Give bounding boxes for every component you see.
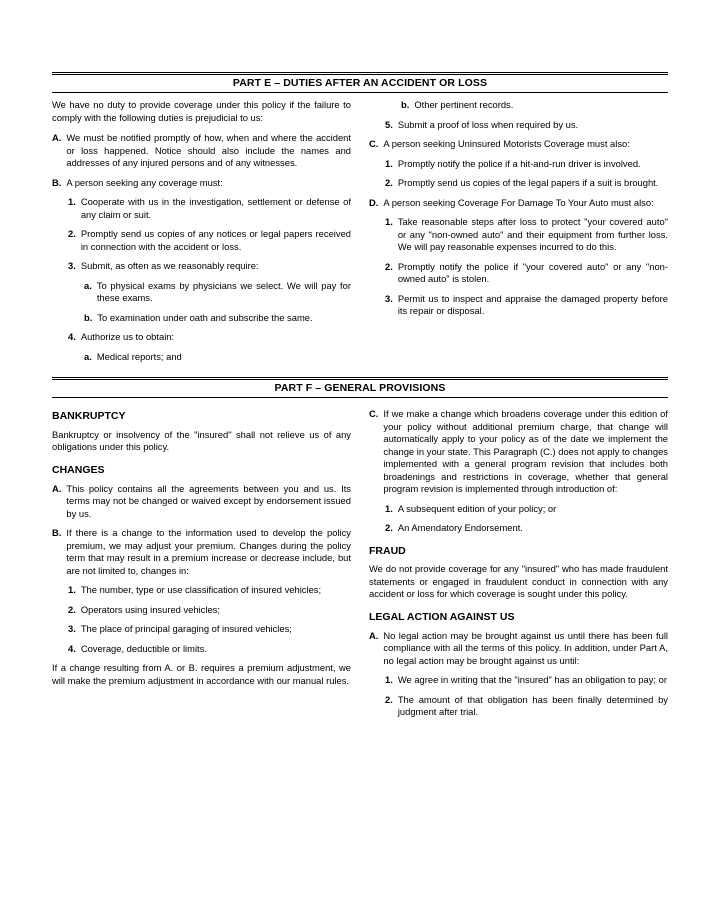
list-text: If there is a change to the information used to develop the policy premium, we may adjust your premium. Changes during the policy term that may result in a premium increase or decrease include, but are not limited to, changes in: <box>66 527 351 576</box>
part-e-right-column <box>369 99 668 370</box>
list-item <box>385 119 668 132</box>
list-text: If we make a change which broadens coverage under this edition of your policy without additional premium charge, that change will automatically apply to your policy as of the date we implement the change in your state. This Paragraph (C.) does not apply to changes implemented with a general program revision that includes both broadenings and restrictions in coverage, whether that general program revision is implemented through introduction of: <box>383 408 668 494</box>
list-item <box>369 138 668 151</box>
legal-action-heading: LEGAL ACTION AGAINST US <box>369 610 515 623</box>
list-item <box>385 261 668 286</box>
list-marker: 4. <box>68 642 76 654</box>
part-f-columns <box>52 408 668 726</box>
list-text: Submit, as often as we reasonably require: <box>80 260 259 271</box>
list-text: Medical reports; and <box>96 350 182 362</box>
list-item <box>68 623 351 636</box>
bankruptcy-text: Bankruptcy or insolvency of the "insured" shall not relieve us of any obligations under this policy. <box>52 428 351 453</box>
list-marker: 3. <box>68 623 76 635</box>
list-item <box>68 260 351 273</box>
list-text: The number, type or use classification of insured vehicles; <box>80 584 322 596</box>
list-text: To physical exams by physicians we select. We will pay for these exams. <box>96 279 351 303</box>
list-text: Promptly send us copies of any notices or legal papers received in connection with the accident or loss. <box>80 228 351 252</box>
list-item <box>84 280 351 305</box>
list-item <box>369 630 668 668</box>
list-text: Promptly notify the police if a hit-and-run driver is involved. <box>397 157 641 169</box>
list-marker: 3. <box>68 260 76 271</box>
part-f-right-column <box>369 408 668 726</box>
list-item <box>68 228 351 253</box>
list-item <box>369 408 668 496</box>
list-marker: 2. <box>385 522 393 533</box>
list-marker: A. <box>52 132 62 143</box>
list-item <box>52 483 351 521</box>
list-marker: a. <box>84 350 92 362</box>
list-item <box>84 351 351 364</box>
list-marker: C. <box>369 138 379 149</box>
list-text: Other pertinent records. <box>414 99 514 110</box>
list-item <box>385 158 668 171</box>
list-text: We must be notified promptly of how, when and where the accident or loss happened. Notice should also include the names and addresses of any injured persons and of any witnesses. <box>66 132 351 168</box>
list-item <box>385 694 668 719</box>
list-text: We agree in writing that the "insured" has an obligation to pay; or <box>397 674 667 686</box>
list-text: A person seeking Coverage For Damage To Your Auto must also: <box>383 196 654 208</box>
list-text: No legal action may be brought against us until there has been full compliance with all the terms of this policy. In addition, under Part A, no legal action may be brought against us until: <box>383 629 668 666</box>
list-marker: C. <box>369 408 379 419</box>
list-item <box>52 527 351 577</box>
list-text: Coverage, deductible or limits. <box>80 642 207 654</box>
list-marker: A. <box>369 629 379 641</box>
list-marker: b. <box>401 99 410 110</box>
changes-closing-text: If a change resulting from A. or B. requires a premium adjustment, we will make the premium adjustment in accordance with our manual rules. <box>52 662 351 686</box>
list-text: Promptly notify the police if "your covered auto" or any "non-owned auto" is stolen. <box>397 260 668 284</box>
list-item <box>68 196 351 221</box>
list-marker: a. <box>84 279 92 291</box>
list-item <box>385 674 668 687</box>
list-item <box>68 643 351 656</box>
list-marker: 2. <box>385 177 393 188</box>
fraud-text: We do not provide coverage for any "insured" who has made fraudulent statements or engaged in fraudulent conduct in connection with any accident or loss for which coverage is sought under this policy. <box>369 563 668 600</box>
list-marker: D. <box>369 196 379 208</box>
bankruptcy-heading: BANKRUPTCY <box>52 410 126 422</box>
list-item <box>385 522 668 535</box>
list-text: Authorize us to obtain: <box>80 331 175 342</box>
list-marker: 1. <box>385 157 393 169</box>
list-marker: 4. <box>68 331 76 342</box>
list-marker: 3. <box>385 292 393 304</box>
list-marker: 2. <box>385 693 393 705</box>
list-item <box>52 177 351 190</box>
list-marker: b. <box>84 311 93 323</box>
list-text: An Amendatory Endorsement. <box>397 522 523 533</box>
part-e-header: PART E – DUTIES AFTER AN ACCIDENT OR LOSS <box>52 72 668 93</box>
list-item <box>401 99 668 112</box>
list-text: A person seeking Uninsured Motorists Coverage must also: <box>383 138 630 149</box>
list-marker: 1. <box>385 674 393 686</box>
list-text: Permit us to inspect and appraise the damaged property before its repair or disposal. <box>397 292 668 316</box>
list-text: Take reasonable steps after loss to protect "your covered auto" or any "non-owned auto" and their equipment from further loss. We will pay reasonable expenses incurred to do this. <box>397 216 668 252</box>
part-e-left-column <box>52 99 351 370</box>
part-e-lead-paragraph: We have no duty to provide coverage under this policy if the failure to comply with the following duties is prejudicial to us: <box>52 99 351 123</box>
list-marker: B. <box>52 527 62 539</box>
part-e-columns <box>52 99 668 370</box>
list-text: Cooperate with us in the investigation, settlement or defense of any claim or suit. <box>80 196 351 220</box>
fraud-heading: FRAUD <box>369 544 406 557</box>
part-f-header: PART F – GENERAL PROVISIONS <box>52 377 668 398</box>
list-marker: 1. <box>385 216 393 227</box>
list-marker: 1. <box>385 502 393 514</box>
list-text: The amount of that obligation has been finally determined by judgment after trial. <box>397 693 668 718</box>
list-text: The place of principal garaging of insured vehicles; <box>80 623 292 635</box>
list-text: Operators using insured vehicles; <box>80 603 220 615</box>
list-marker: A. <box>52 482 62 494</box>
list-item <box>385 216 668 254</box>
list-text: Promptly send us copies of the legal papers if a suit is brought. <box>397 177 659 188</box>
list-marker: 5. <box>385 118 393 130</box>
list-text: A subsequent edition of your policy; or <box>397 502 557 514</box>
list-item <box>385 503 668 516</box>
list-text: A person seeking any coverage must: <box>66 176 223 188</box>
list-item <box>385 177 668 190</box>
list-marker: B. <box>52 176 62 188</box>
part-f-section <box>52 377 668 726</box>
list-text: To examination under oath and subscribe the same. <box>97 311 313 323</box>
list-marker: 2. <box>68 603 76 615</box>
list-item <box>68 604 351 617</box>
list-marker: 2. <box>68 228 76 239</box>
list-item <box>68 584 351 597</box>
changes-heading: CHANGES <box>52 463 105 476</box>
list-marker: 1. <box>68 584 76 596</box>
document-sheet <box>52 72 668 726</box>
list-text: Submit a proof of loss when required by us. <box>397 118 579 130</box>
list-marker: 2. <box>385 260 393 272</box>
list-item <box>369 197 668 210</box>
list-item <box>385 293 668 318</box>
list-item <box>84 312 351 325</box>
list-item <box>52 132 351 170</box>
list-text: This policy contains all the agreements between you and us. Its terms may not be changed or waived except by endorsement issued by us. <box>66 482 351 519</box>
part-f-left-column <box>52 408 351 726</box>
list-marker: 1. <box>68 196 76 207</box>
list-item <box>68 331 351 344</box>
